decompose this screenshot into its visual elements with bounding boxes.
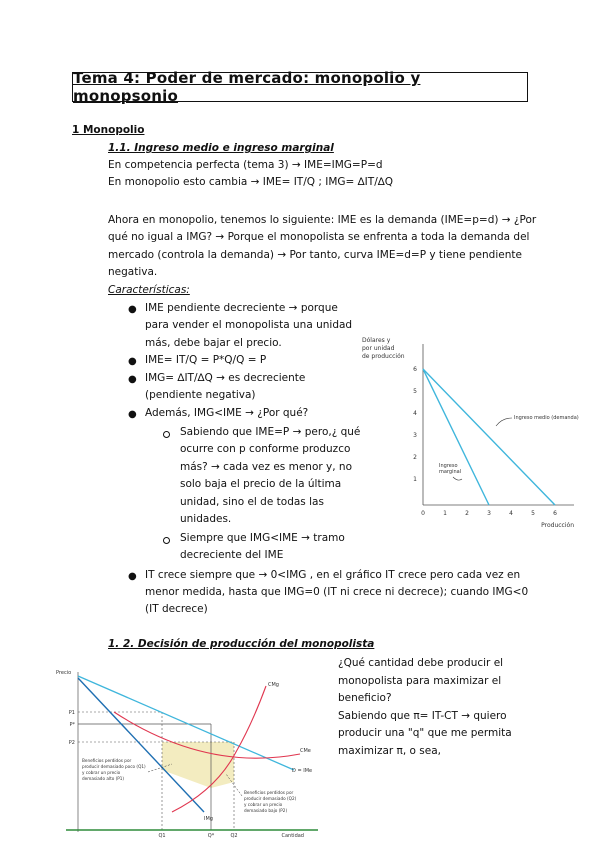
bullet-dot: ● (128, 356, 137, 367)
bullet-text: IMG= ∆IT/∆Q → es decreciente (145, 372, 306, 384)
section-heading-monopolio: 1 Monopolio (72, 124, 145, 136)
chart1-ylabel: Dólares y (362, 337, 391, 344)
sub-bullet-text: solo baja el precio de la última (180, 478, 342, 490)
note-left: y cobrar un precio (82, 770, 121, 775)
img-label: marginal (439, 469, 462, 475)
bullet-dot: ● (128, 409, 137, 420)
q1-label: Q1 (158, 833, 166, 838)
ime-label-arrow (496, 418, 512, 426)
demand-label: D = IMe (292, 768, 313, 774)
chart1-ytick: 2 (413, 454, 417, 461)
cmg-label: CMg (268, 682, 279, 688)
chart1-xtick: 1 (443, 510, 447, 517)
chart1-ytick: 4 (413, 410, 417, 417)
sub-bullet-circle (163, 537, 170, 544)
decision-text: Sabiendo que π= IT-CT → quiero (338, 710, 507, 722)
subheading-ingreso: 1.1. Ingreso medio e ingreso marginal (108, 142, 334, 154)
sub-bullet-text: decreciente del IME (180, 549, 284, 561)
subheading-decision: 1. 2. Decisión de producción del monopolista (108, 638, 375, 650)
chart1-xtick: 3 (487, 510, 491, 517)
chart1-xlabel: Producción (541, 522, 574, 529)
bullet-text: menor medida, hasta que IMG=0 (IT ni crece ni decrece); cuando IMG<0 (145, 586, 529, 598)
paragraph-line: qué no igual a IMG? → Porque el monopolista se enfrenta a toda la demanda del (108, 231, 530, 243)
note-right: y cobrar un precio (244, 802, 283, 807)
p2-label: P2 (68, 740, 75, 746)
bullet-dot: ● (128, 304, 137, 315)
ime-img-chart (362, 330, 584, 538)
page-title: Tema 4: Poder de mercado: monopolio y monopsonio (73, 69, 421, 105)
title-box (72, 69, 528, 105)
bullet-text: IME pendiente decreciente → porque (145, 302, 338, 314)
chart1-ylabel: por unidad (362, 345, 395, 352)
profit-max-chart (56, 662, 322, 838)
note-left: demasiado alto (P1) (82, 776, 125, 781)
p1-label: P1 (68, 710, 75, 716)
img-line (423, 369, 489, 505)
sub-bullet-text: unidad, sino el de todas las (180, 496, 324, 508)
decision-text: beneficio? (338, 692, 392, 704)
chart2-ylabel: Precio (56, 670, 72, 676)
chart1-ylabel: de producción (362, 353, 405, 360)
decision-text: monopolista para maximizar el (338, 675, 502, 687)
bullet-text: más, debe bajar el precio. (145, 337, 282, 349)
cme-label: CMe (300, 748, 311, 754)
chart1-ytick: 5 (413, 388, 417, 395)
text-line: En monopolio esto cambia → IME= IT/Q ; IMG= ∆IT/∆Q (108, 176, 394, 188)
sub-bullet-text: unidades. (180, 513, 232, 525)
paragraph-line: negativa. (108, 266, 158, 278)
decision-text: ¿Qué cantidad debe producir el (338, 657, 504, 669)
bullet-text: Además, IMG<IME → ¿Por qué? (145, 407, 309, 419)
pstar-label: P* (69, 722, 75, 728)
note-right: Beneficios perdidos por (244, 790, 294, 795)
chart1-xtick: 4 (509, 510, 513, 517)
img-label-arrow (453, 477, 462, 480)
bullet-text: IME= IT/Q = P*Q/Q = P (145, 354, 267, 366)
sub-bullet-text: ocurre con p conforme produzco (180, 443, 351, 455)
bullet-text: IT crece siempre que → 0<IMG , en el gráfico IT crece pero cada vez en (145, 569, 521, 581)
chart1-ytick: 6 (413, 366, 417, 373)
caracteristicas-label: Características: (108, 284, 190, 296)
qstar-label: Q* (207, 833, 215, 838)
bullet-text: para vender el monopolista una unidad (145, 319, 353, 331)
decision-text: producir una "q" que me permita (338, 727, 512, 739)
ime-demand-line (423, 369, 555, 505)
chart1-xtick: 2 (465, 510, 469, 517)
img-curve-label: IMg (204, 816, 213, 822)
sub-bullet-circle (163, 431, 170, 438)
sub-bullet-text: Sabiendo que IME=P → pero,¿ qué (180, 426, 361, 438)
q2-label: Q2 (230, 833, 238, 838)
sub-bullet-text: más? → cada vez es menor y, no (180, 461, 353, 473)
chart2-xlabel: Cantidad (281, 833, 304, 838)
chart1-xtick: 5 (531, 510, 535, 517)
ime-label: Ingreso medio (demanda) (514, 415, 579, 421)
paragraph-line: mercado (controla la demanda) → Por tanto, curva IME=d=P y tiene pendiente (108, 249, 522, 261)
bullet-text: (pendiente negativa) (145, 389, 256, 401)
sub-bullet-text: Siempre que IMG<IME → tramo (180, 532, 345, 544)
bullet-text: (IT decrece) (145, 603, 208, 615)
note-left: producir demasiado poco (Q1) (82, 764, 146, 769)
paragraph-line: Ahora en monopolio, tenemos lo siguiente: IME es la demanda (IME=p=d) → ¿Por (108, 214, 537, 226)
note-right: demasiado bajo (P2) (244, 808, 288, 813)
decision-text: maximizar π, o sea, (338, 745, 442, 757)
chart1-xtick: 0 (421, 510, 425, 517)
chart1-ytick: 1 (413, 476, 417, 483)
text-line: En competencia perfecta (tema 3) → IME=IMG=P=d (108, 159, 383, 171)
note-left: Beneficios perdidos por (82, 758, 132, 763)
chart1-xtick: 6 (553, 510, 557, 517)
img-label: Ingreso (439, 463, 458, 469)
note-right: producir demasiado (Q2) (244, 796, 297, 801)
bullet-dot: ● (128, 571, 137, 582)
bullet-dot: ● (128, 374, 137, 385)
chart1-ytick: 3 (413, 432, 417, 439)
